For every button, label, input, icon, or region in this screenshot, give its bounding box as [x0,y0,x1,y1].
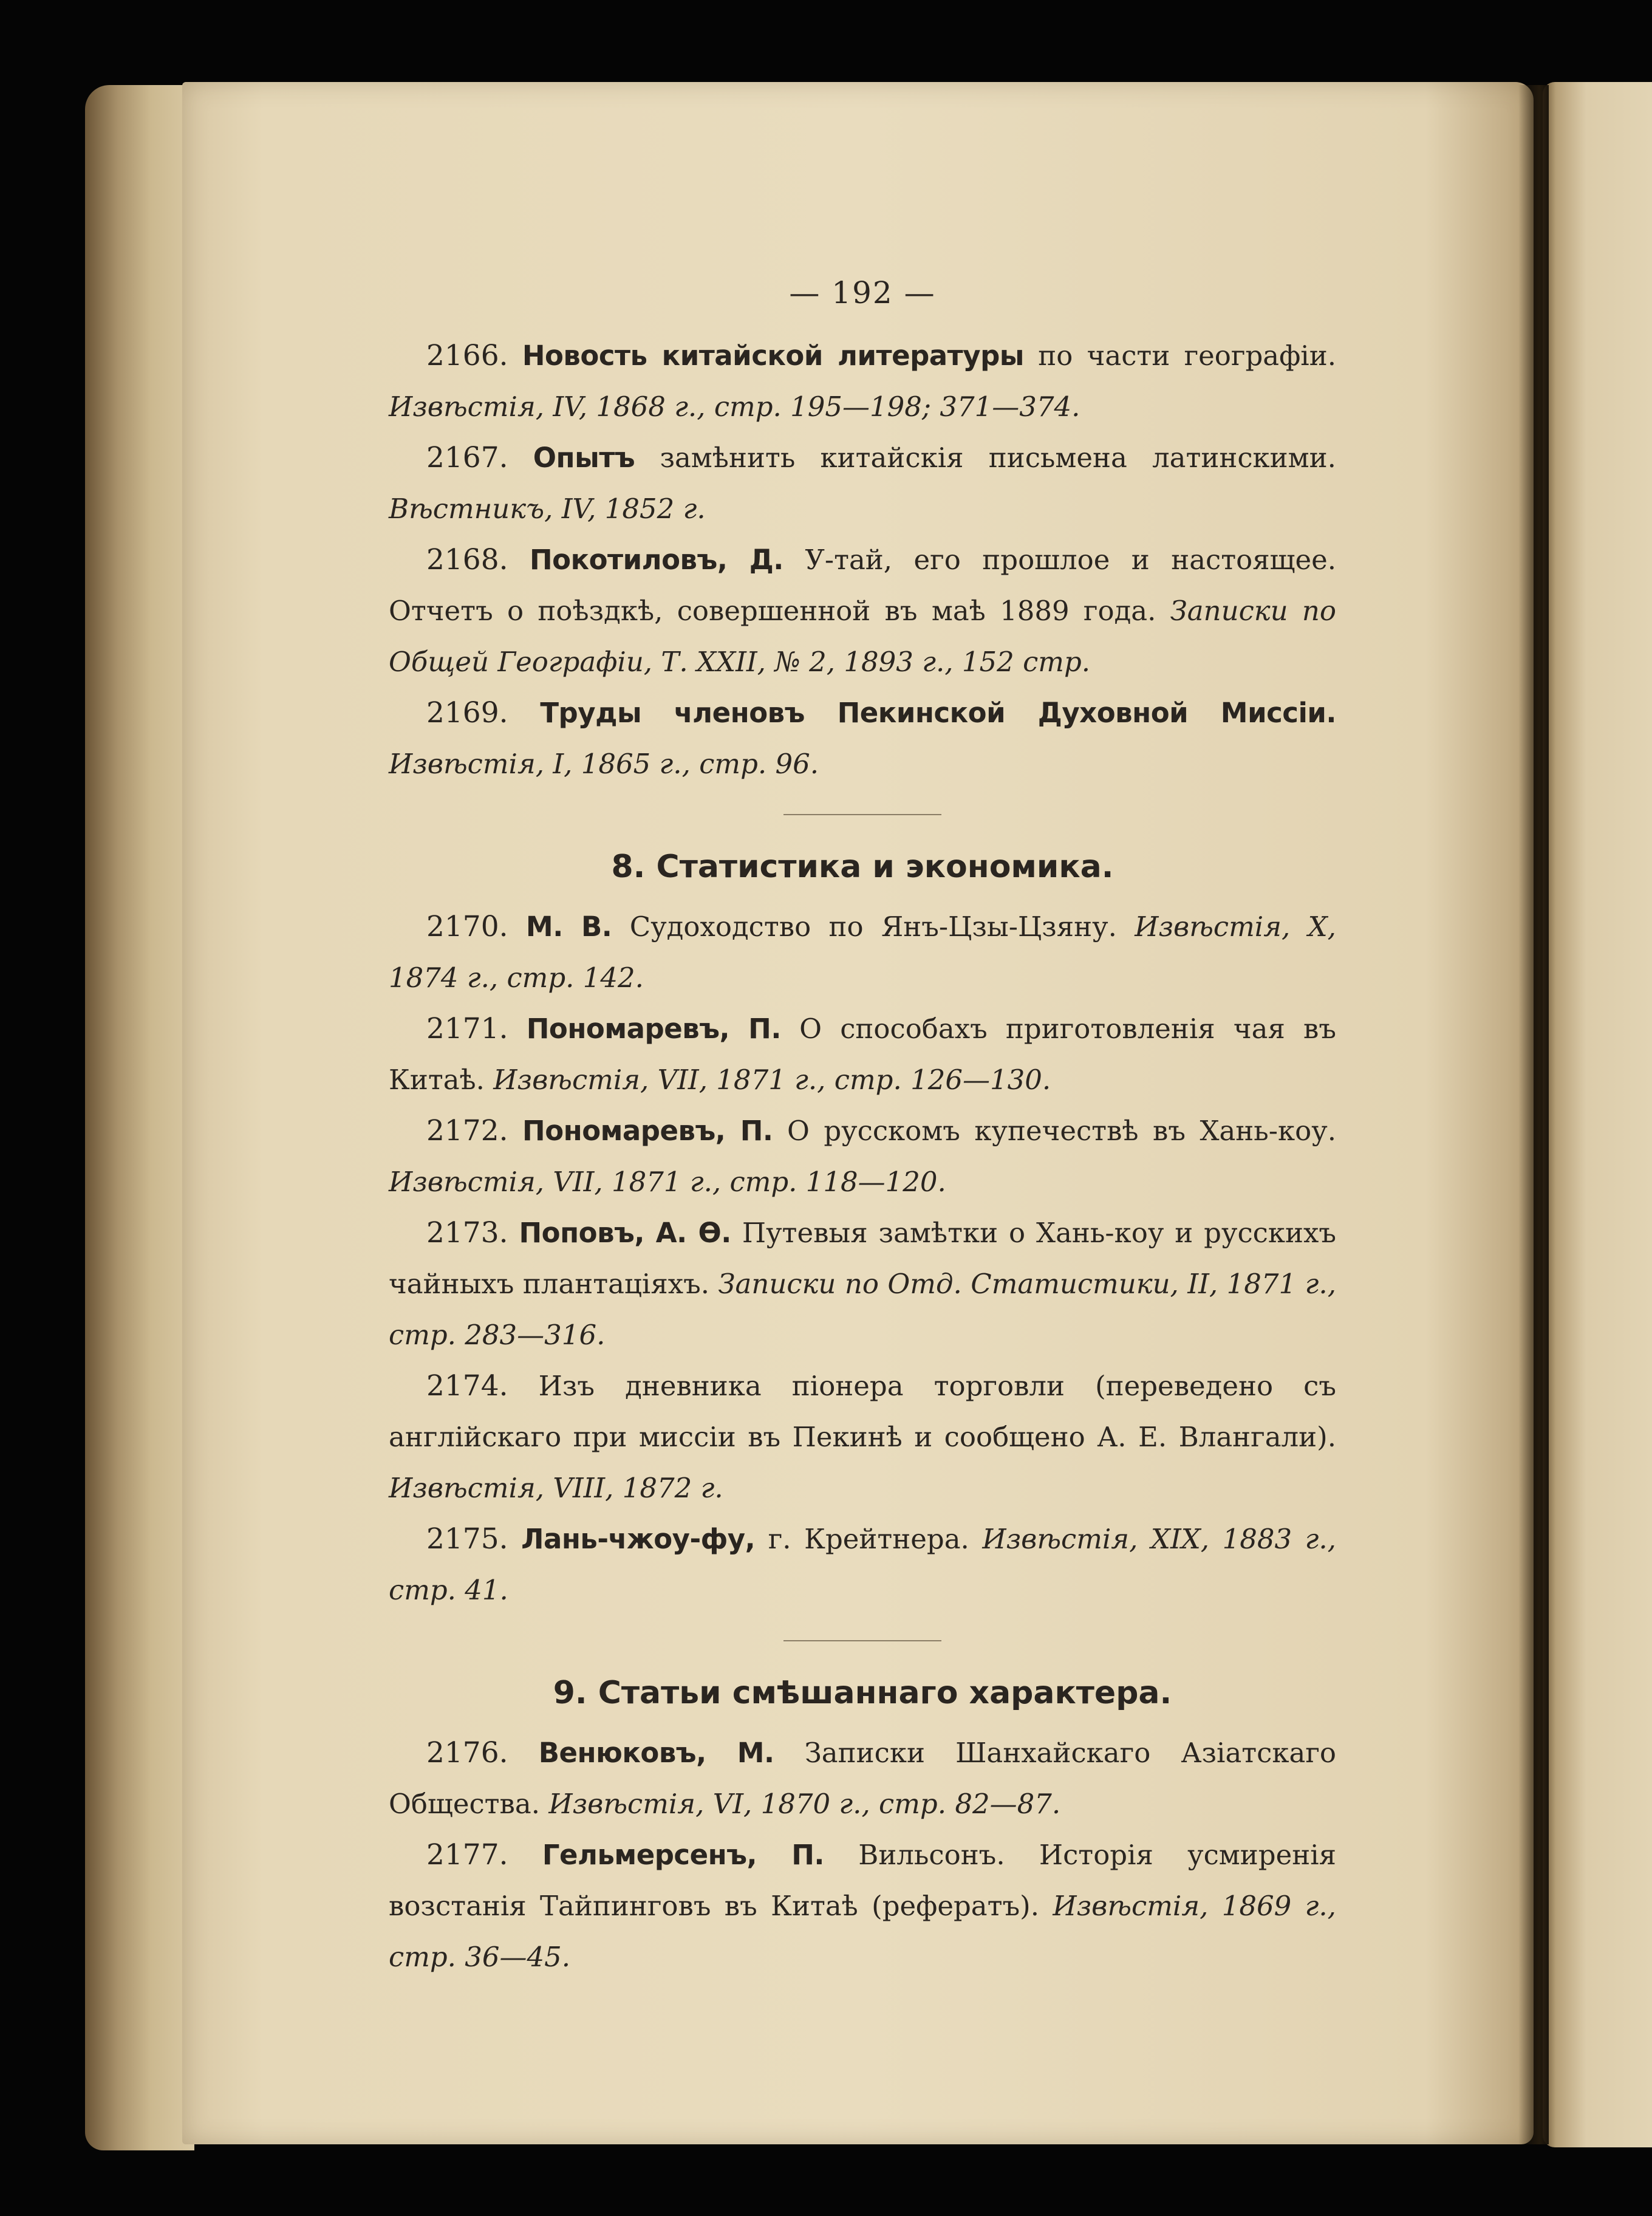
entry-source: Извѣстія, X, 1874 г., стр. 142. [389,911,1336,994]
bibliography-entry [389,330,1336,433]
entry-heading: Новость китайской литературы [522,340,1024,372]
entry-heading: Венюковъ, М. [538,1737,774,1769]
bibliography-entry [389,433,1336,535]
entry-number: 2176. [426,1736,508,1770]
entry-source: Извѣстія, VI, 1870 г., стр. 82—87. [548,1788,1061,1820]
entry-number: 2167. [426,441,508,474]
entry-source: Вѣстникъ, IV, 1852 г. [389,493,706,525]
entry-heading: Пономаревъ, П. [526,1013,781,1045]
entry-text: Вильсонъ. Исторія усмиренія возстанія Тайпинговъ въ Китаѣ (рефератъ). [389,1839,1337,1922]
entry-text: Записки Шанхайскаго Азіатскаго Общества. [389,1737,1336,1820]
book-page-edges [85,85,194,2150]
bibliography-entry [389,1830,1336,1983]
section-mixed [389,1666,1336,1983]
entry-heading: Лань-чжоу-фу, [521,1523,756,1555]
entry-number: 2169. [426,696,508,730]
entry-source: Записки по Общей Географіи, Т. XXII, № 2, 1893 г., 152 стр. [389,595,1336,678]
entry-source: Извѣстія, XIX, 1883 г., стр. 41. [389,1523,1336,1606]
entry-source: Записки по Отд. Статистики, II, 1871 г., стр. 283—316. [389,1268,1336,1351]
entry-heading: Покотиловъ, Д. [530,544,783,576]
entry-text: замѣнить китайскія письмена латинскими. [660,442,1336,474]
section-title: 8. Статистика и экономика. [611,849,1114,885]
entry-text: по части географіи. [1038,340,1336,372]
gutter-shadow [1518,85,1549,2144]
entry-heading: Гельмерсенъ, П. [542,1839,824,1871]
entry-number: 2166. [426,339,508,372]
entry-heading: Пономаревъ, П. [522,1115,773,1147]
page-number: — 192 — [789,275,936,310]
bibliography-entry [389,901,1336,1004]
entry-heading: Труды членовъ Пекинской Духовной Миссіи. [540,697,1336,729]
entry-number: 2170. [426,910,508,943]
entry-text: Изъ дневника піонера торговли (переведено съ англійскаго при миссіи въ Пекинѣ и сообщено А. Е. Влангали). [389,1370,1336,1453]
section-statistics [389,840,1336,1616]
entry-heading: М. В. [525,911,612,943]
entry-source: Извѣстія, 1869 г., стр. 36—45. [389,1890,1336,1973]
entry-number: 2168. [426,543,508,576]
section-divider [783,1640,941,1641]
entry-text: У-тай, его прошлое и настоящее. Отчетъ о поѣздкѣ, совершенной въ маѣ 1889 года. [389,544,1337,627]
entry-number: 2171. [426,1012,508,1045]
bibliography-entry [389,1004,1336,1106]
bibliography-entry [389,688,1336,790]
entry-text: О способахъ приготовленія чая въ Китаѣ. [389,1013,1337,1096]
bibliography-entry [389,535,1336,688]
bibliography-entry [389,1728,1336,1830]
entry-source: Извѣстія, VII, 1871 г., стр. 126—130. [493,1064,1051,1096]
entry-number: 2172. [426,1114,508,1147]
entry-source: Извѣстія, VIII, 1872 г. [389,1472,723,1504]
entry-number: 2177. [426,1838,508,1872]
section-title: 9. Статьи смѣшаннаго характера. [553,1675,1172,1711]
entry-number: 2174. [426,1369,508,1403]
bibliography-entry [389,1208,1336,1361]
entry-source: Извѣстія, VII, 1871 г., стр. 118—120. [389,1166,946,1198]
bibliography-entry [389,1514,1336,1616]
entry-text: Путевыя замѣтки о Хань-коу и русскихъ чайныхъ плантаціяхъ. [389,1217,1336,1300]
bibliography-entry [389,1106,1336,1208]
bibliography-entry [389,1361,1336,1514]
section-continuation [389,330,1336,790]
entry-heading: Поповъ, А. Ѳ. [519,1217,731,1249]
entry-source: Извѣстія, I, 1865 г., стр. 96. [389,748,819,780]
entry-number: 2175. [426,1522,508,1556]
entry-heading: Опытъ [533,442,635,474]
entry-text: г. Крейтнера. [768,1523,969,1555]
facing-page-edge [1543,82,1652,2147]
entry-text: О русскомъ купечествѣ въ Хань-коу. [787,1115,1337,1147]
page-text-block [389,267,1336,1983]
entry-number: 2173. [426,1216,508,1250]
entry-text: Судоходство по Янъ-Цзы-Цзяну. [629,911,1117,943]
section-divider [783,814,941,815]
entry-source: Извѣстія, IV, 1868 г., стр. 195—198; 371—374. [389,391,1080,423]
